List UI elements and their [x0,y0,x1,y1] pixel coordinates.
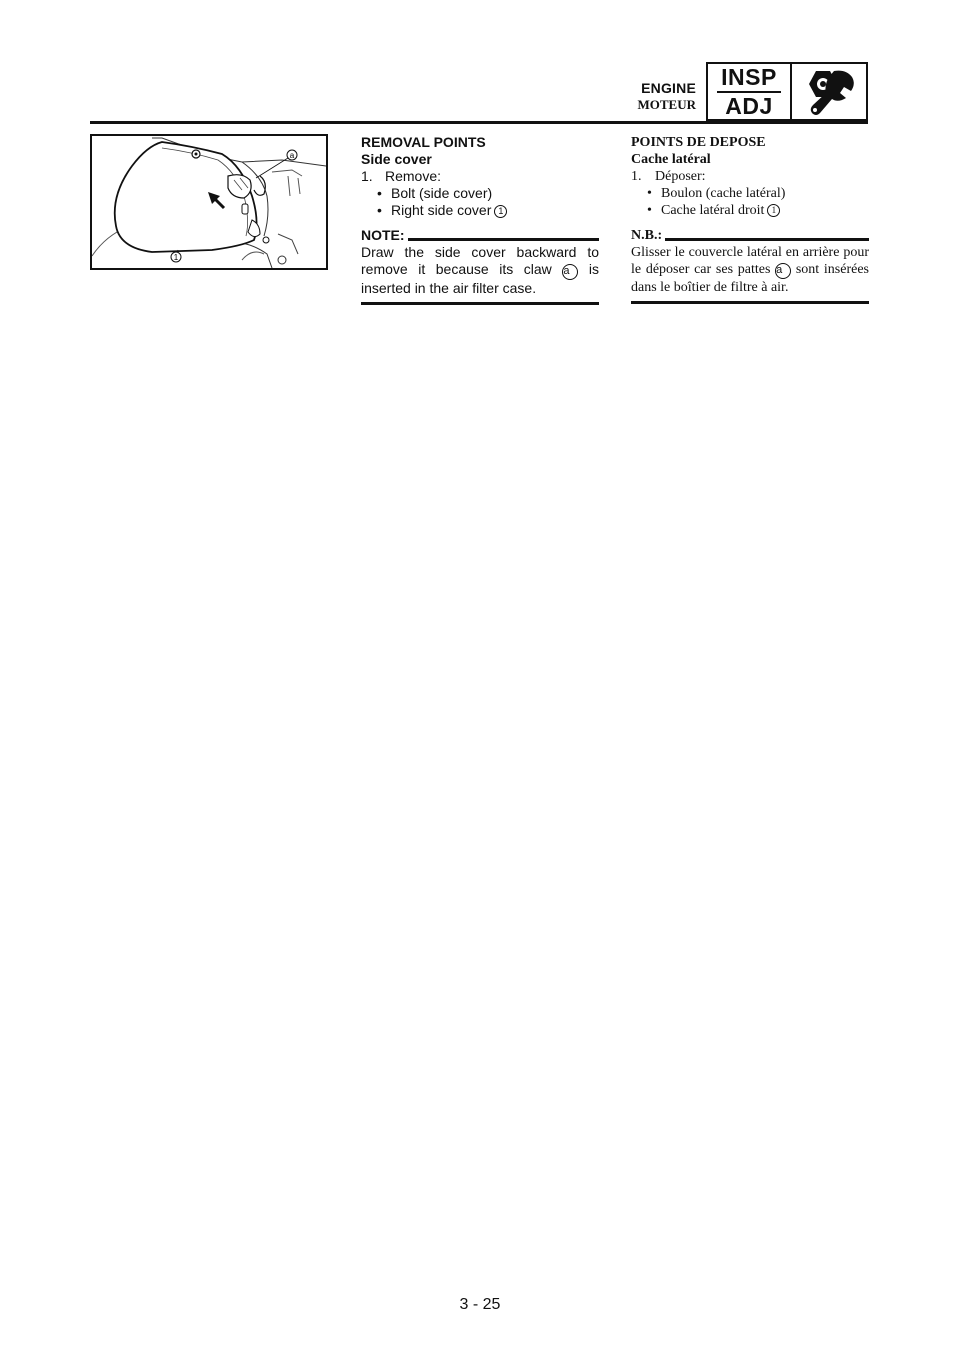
note-text: Glisser le couvercle latéral en arrière pour le déposer car ses pattes [631,245,869,277]
section-title-fr: MOTEUR [637,97,696,112]
page-number: 3 - 25 [459,1296,501,1313]
note-body [361,244,599,297]
note-text: Draw the side cover backward to remove it because its claw [361,244,599,277]
badge-bottom-label: ADJ [725,92,773,119]
note-rule [408,238,599,241]
list-item [361,185,599,202]
bullet-text: Boulon (cache latéral) [661,186,786,201]
note-header [361,227,599,244]
reference-letter: a [562,264,578,280]
note-end-rule [361,302,599,305]
side-cover-illustration [90,134,328,270]
bullet-text: Bolt (side cover) [391,185,493,201]
removal-points-heading: REMOVAL POINTS [361,134,486,150]
badge-text [708,64,792,119]
section-title-en: ENGINE [641,80,696,96]
note-text-continued: is inserted in the air filter case. [361,261,600,296]
side-cover-subheading: Side cover [361,151,432,167]
bullet-icon: • [377,202,382,218]
note-label: NOTE: [361,227,405,243]
note-rule [665,238,869,241]
bullet-icon: • [647,186,652,201]
reference-number: 1 [767,204,780,217]
figure-label-a: a [289,151,295,160]
badge-top-label: INSP [721,63,777,90]
wrench-nut-icon [792,64,866,119]
bullet-text: Right side cover [391,202,492,218]
side-cover-drawing [92,136,326,268]
bullet-text: Cache latéral droit [661,203,765,218]
figure-label-1: 1 [173,253,179,262]
note-end-rule [631,301,869,304]
step-number: 1. [361,168,373,184]
note-body [631,244,869,296]
cache-lateral-subheading: Cache latéral [631,152,711,167]
step-label: Remove: [385,168,442,184]
step-label: Déposer: [655,169,706,184]
step-1-fr [631,168,869,185]
note-header [631,227,869,244]
list-item [631,202,869,219]
list-item [361,202,599,219]
header-rule [90,121,868,124]
step-1 [361,168,599,185]
step-number: 1. [631,169,642,184]
reference-number: 1 [494,205,507,218]
reference-letter: a [775,263,791,279]
english-column [361,134,599,305]
french-column [631,134,869,304]
bullet-icon: • [647,203,652,218]
note-text-continued: sont insérées dans le boîtier de filtre à air. [631,262,870,295]
bullet-icon: • [377,185,382,201]
insp-adj-badge [706,62,868,121]
points-de-depose-heading: POINTS DE DEPOSE [631,135,766,150]
list-item [631,185,869,202]
note-label: N.B.: [631,228,663,243]
